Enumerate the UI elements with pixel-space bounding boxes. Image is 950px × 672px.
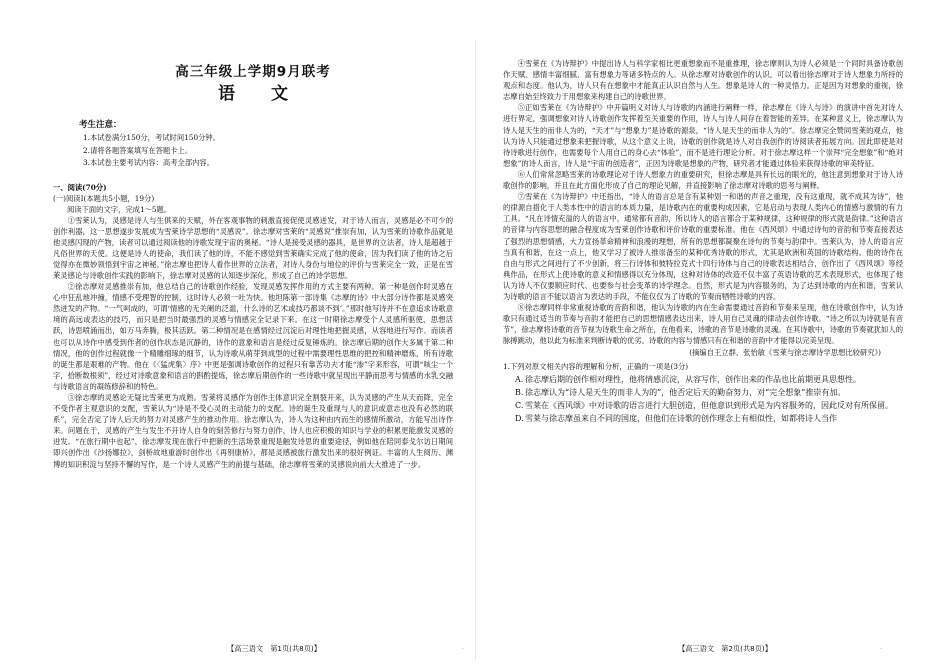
page-edge-mark: ·: [462, 646, 464, 653]
page-1: [53, 58, 453, 662]
option-key: C.: [515, 400, 524, 410]
subject-title: 语文: [218, 84, 324, 104]
reading-instruction: 阅读下面的文字，完成1～5题。: [67, 204, 172, 214]
option-text: 雪莱与徐志摩虽来自不同的国度，但他们在诗歌的创作理念上有相似性，如都将诗人当作: [525, 413, 837, 423]
option-key: D.: [515, 413, 524, 423]
article-paragraph: ⑤正如雪莱在《为诗辩护》中开篇明义对诗人与诗歌的内涵进行阐释一样，徐志摩在《诗人与诗》的演讲中首先对诗人进行界定，强调想象对诗人诗歌创作发挥着至关重要的作用，诗人与诗人间存在着智能的差异。在某种意义上，徐志摩认为诗人是天生的而非人为的，“天才”与“想象力”是诗歌的源泉，“诗人是天生的而非人为的”。徐志摩完全赞同雪莱的观点，他认为诗人只能通过想象来把握诗歌，从这个意义上说，诗歌的创作就是诗人对自我创作的诗阅读者拓展方向。因此即使是对待诗歌进行创作，也需要每个人用自己的身心去“体验”，而不是进行理论分析。对于徐志摩这样一个崇拜“完全想象”和“绝对想象”的诗人而言，诗人是“宇宙的创造者”，正因为诗歌是想象的产物，研究者才能通过体验来获得诗歌的审美特征。: [503, 103, 903, 168]
notice-item: 3.本试卷主要考试内容：高考全部内容。: [83, 158, 215, 167]
option-text: 徐志摩认为“诗人是天生的而非人为的”，他否定后天的勤奋努力，对“完全想象”推崇有加。: [525, 387, 846, 397]
answer-option-d[interactable]: [515, 412, 903, 425]
section-title: 一、阅读(70分): [53, 182, 107, 192]
option-key: A.: [515, 374, 524, 384]
article-paragraph: ⑥人们常常忽略雪莱的诗歌理论对于诗人想象力的重要研究，但徐志摩是具有长远的眼光的，他注意到想象对于诗人诗歌创作的影响，并且在此方面化形成了自己的理论见解，并直接影响了徐志摩对诗歌的思考与阐释。: [503, 169, 903, 191]
page-footer-2: 【高三语文 第2页(共8页)】: [678, 644, 772, 653]
notice-item: 1.本试卷满分150分，考试时间150分钟。: [83, 133, 220, 142]
exam-title: 高三年级上学期9月联考: [175, 64, 331, 80]
article-paragraph: ②徐志摩对灵感推崇有加，他总结自己的诗歌创作经验，发现灵感发挥作用的方式主要有两种。第一种是创作时灵感在心中狂乱地冲撞，情感不受理智的控制，这时诗人必须一吐为快。他坦陈第一部诗集《志摩的诗》中大部分诗作都是灵感突然迸发的产物。“一气呵成的，可谓‘情感的无关阑的泛滥，什么诗的艺术或技巧都谈不到’。”那时他写诗并不在意追求诗歌意境的高远或表达的技巧，而只是把当时最强烈的灵感与情感完全记录下来。在这一时期徐志摩受个人灵感所驱使，思想活跃，诗思喷涌而出，如万马奔腾，极其活跃。第二种情况是在感情经过沉淀后对理性地把握灵感，从容地进行写作。而读者也可以从诗作中感受到作者的创作状态是沉静的，诗作的意象和语言是经过反复锤炼的。徐志摩后期的创作大多属于第二种情况，他的创作过程就像一个精雕细琢的细节，认为诗歌从萌芽到成型的过程中需要理性思维的把控和精神磨炼，所有诗歌的诞生都是艰难的产物。他在《〈猛虎集〉序》中更是强调诗歌创作的过程只有靠苦功夫才能“渗”字来形容，可谓“咳尘一个字，拾断数根须”，经过对诗歌意象和语言的斟酌提炼，徐志摩后期创作的一些诗歌中就呈现出平静而思考与情感的水乳交融与诗歌语言的凝练修辞和的特色。: [53, 282, 453, 391]
page-footer-1: 【高三语文 第1页(共8页)】: [227, 644, 321, 653]
page-2: [503, 58, 903, 662]
article-paragraph: ③徐志摩的灵感论无疑比雪莱更为成熟。雪莱将灵感作为创作主体意识完全割裂开来，认为灵感的产生从天而降，完全不受作者主观意识的支配，雪莱认为“诗是不受心灵的主动能力的支配。诗的诞生及重现与人的意识或意志也没有必然的联系”，完全否定了诗人后天的努力对灵感产生的推动作用。徐志摩认为，诗人为这种由内而生的感情所激动，方能写出诗作来。问题在于，灵感的产生与发生不开诗人自身的刻苦修行与努力创作，诗人也应积极的知识与学业的积累更能激发灵感的迸发。“在旅行期中也起”，徐志摩发现在旅行中把新的生活场景重现是触发诗思的重要途径，例如他在陪同泰戈尔访日期间即兴创作出《沙扬娜拉》，剑桥故地重游时创作出《再别康桥》，都是灵感被旅行激发出来的很好例证。丰富的人生阅历、渊博的知识积淀与坚持不懈的写作，是一个诗人灵感产生的前提与基础，徐志摩将雪莱的灵感说向前大大推进了一步。: [53, 393, 453, 469]
page-fold-divider: [475, 40, 476, 660]
notice-box: [79, 118, 453, 170]
notice-title: 考生注意：: [79, 120, 122, 130]
question-stem: 1.下列对原文相关内容的理解和分析，正确的一项是(3分): [503, 362, 689, 372]
article-paragraph: ⑧徐志摩同样非常重视诗歌的音韵和谐，他认为诗歌的内在生命需要通过音韵和节奏来呈现，他在诗歌创作中，认为诗歌只有通过适当的节奏与音韵才能把自己的思想情感表达出来，诗人用自己灵魂的律动去创作诗歌。“诗之所以为诗就是有音节”，徐志摩将诗歌的音节视为诗歌生命之所在，在他看来，诗歌的音节是诗歌的灵魂。在其诗歌中，诗歌的节奏就犹如人的脉搏跳动，他以此为标准来判断诗歌的优劣。诗歌的内容与情感只有在和谐的音韵中才能得以完美呈现。: [503, 303, 903, 346]
option-text: 徐志摩后期的创作相对理性，他将情感沉淀，从容写作，创作出来的作品也比前期更具思想性。: [525, 374, 861, 384]
article-paragraph: ①雪莱认为，灵感是诗人与生俱来的天赋，外在客观事物的刺激直接促使灵感迸发，对于诗人而言，灵感是必不可少的创作利器，这一思想遂步发展成为雪莱诗学思想的“灵感说”。徐志摩对雪莱的“灵感说”推崇有加，认为雪莱的诗歌作品就是他灵感闪现的产物，读者可以通过阅读他的诗歌发现宇宙的奥秘。“诗人是接受灵感的器具，是世界的立法者，诗人是超越于凡俗世界的天使。这便是诗人的使命，我们读了他的诗，不能不感觉到雪莱确实完成了他的使命，因为我们读了他的诗之后觉得亦在微妙领悟到宇宙之神秘。”徐志摩也把诗人看作世界的立法者，对诗人身份与地位的评价与雪莱完全一致，正是在雪莱灵感论与诗歌创作实践的影响下，徐志摩对灵感的认知逐步深化，形成了自己的诗学思想。: [53, 215, 453, 280]
page-edge-mark: ·: [880, 646, 882, 653]
answer-option-b[interactable]: [515, 386, 903, 399]
answer-option-c[interactable]: [515, 399, 903, 412]
answer-option-a[interactable]: [515, 373, 903, 386]
article-source: (摘编自王立群、张怡敏《雪莱与徐志摩诗学思想比较研究》): [689, 348, 881, 358]
article-paragraph: ⑦雪莱在《为诗辩护》中还指出，“诗人的语言总是含有某种划一和谐的声音之重现，没有这重现，就不成其为诗”，他的律源自措化于人类本性中的语言的本质力量，是诗歌内在的重要构成因素，它是启动与表现人类内心的情感与激情的有力工具。“凡在诗情充溢的人的语言中，通常都有音韵，所以诗人的语言都合于某种规律，这种规律的形式就是韵律。”这种语言的音律与内容思想的融合程度成为雪莱创作诗歌和评价诗歌的重要标准。他在《西风颂》中通过诗句的音韵和节奏直接表达了强烈的思想情感，大力宣扬革命精神和浪漫的理想，所有的思想都凝聚在诗句的节奏与韵律中。雪莱认为，诗人的语言应当真有和谐，在这一点上，他又学习了被诗人推崇备至的某种优秀诗歌的形式，尤其是欧洲和英国的诗歌结构。他的诗作在自由与形式之间进行了不少创新，将三行诗体和彼特拉克式十四行诗体与自己的诗歌表达相结合，创作出了《西风颂》等经典作品，在形式上使诗歌的意义和情感得以充分体现，这种对诗体的改造不仅丰富了英语诗歌的艺术表现形式，也体现了他认为诗人不仅要顺应时代、也要参与社会变革的诗学理念。自然，形式是为内容服务的，为了达到诗歌的内在和谐，雪莱认为诗歌的语言不能以语言为表达的手段，不能仅仅为了诗歌的节奏而牺牲诗歌的内容。: [503, 192, 903, 301]
notice-item: 2.请将各题答案填写在答题卡上。: [83, 145, 193, 155]
article-paragraph: ④雪莱在《为诗辩护》中提出诗人与科学家相比更重想象而不是重推理，徐志摩则认为诗人必须是一个同时具备诗歌创作天赋、感情丰富细腻、富有想象力等诸多特点的人。从徐志摩对诗歌创作的认识，可以看出徐志摩对于诗人想象力所持的观点和态度。他认为，诗人只有在想象中才能真正认识自然与人生。想象是诗人的一种灵悟力。正是因为对想象的重视，徐志摩自始至终致力于用想象来构建自己的诗歌世界。: [503, 59, 903, 102]
option-text: 雪莱在《西风颂》中对诗歌的语言进行大胆创造，但他意识到形式是为内容服务的，因此反对有所保留。: [525, 400, 893, 410]
subsection-title: (一)阅读Ⅰ(本题共5小题，19分): [53, 193, 155, 203]
option-key: B.: [515, 387, 524, 397]
